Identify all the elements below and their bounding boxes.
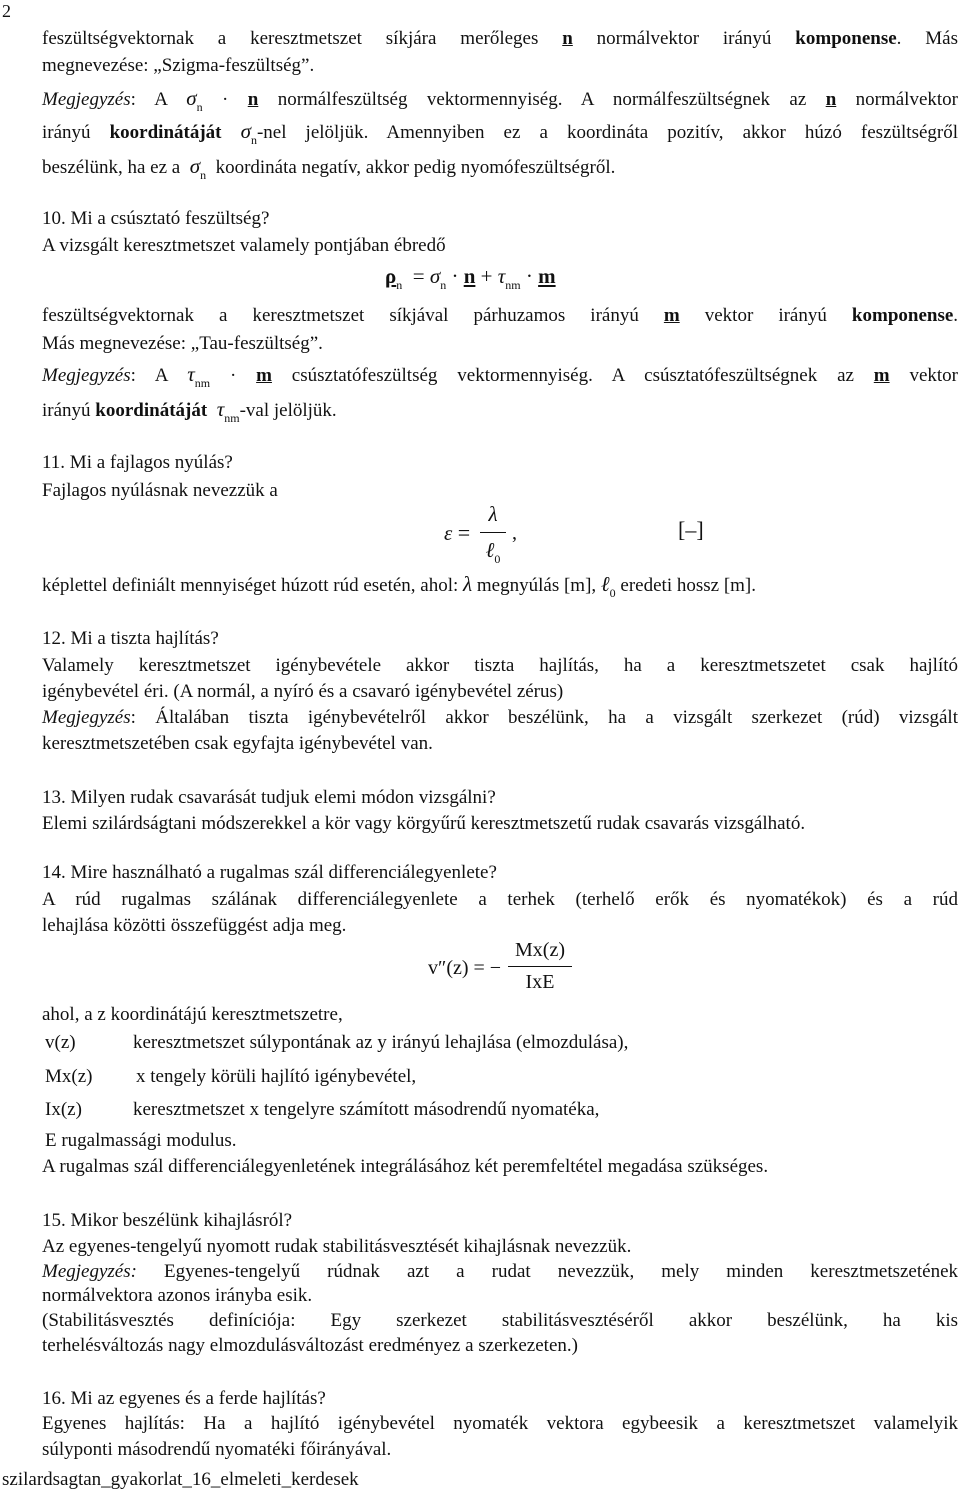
q13-line-1: Elemi szilárdságtani módszerekkel a kör vagy körgyűrű keresztmetszetű rudak csavarás vizsgálható. bbox=[42, 813, 806, 834]
q10-title: 10. Mi a csúsztató feszültség? bbox=[42, 208, 270, 229]
intro-line-5: beszélünk, ha ez a $\sigma_n$ koordináta negatív, akkor pedig nyomófeszültségről. bbox=[42, 154, 616, 182]
q14-line-4: A rugalmas szál differenciálegyenletének integrálásához két peremfeltétel megadása szükséges. bbox=[42, 1156, 769, 1177]
q14-def-4: E rugalmassági modulus. bbox=[45, 1130, 237, 1151]
q16-line-2: súlyponti másodrendű nyomatéki főirányával. bbox=[42, 1439, 392, 1460]
q11-unit-bracket: [–] bbox=[678, 517, 704, 542]
q15-line-3: normálvektora azonos irányba esik. bbox=[42, 1285, 313, 1306]
q14-line-1: A rúd rugalmas szálának differenciálegyenlete a terhek (terhelő erők és nyomatékok) és a rúd bbox=[42, 889, 958, 910]
q11-eq-den: ℓ$_0$ bbox=[485, 538, 501, 566]
q12-title: 12. Mi a tiszta hajlítás? bbox=[42, 628, 219, 649]
q11-title: 11. Mi a fajlagos nyúlás? bbox=[42, 452, 233, 473]
q12-line-1: Valamely keresztmetszet igénybevétele akkor tiszta hajlítás, ha a keresztmetszetet csak hajlító bbox=[42, 655, 958, 676]
q11-eq-comma: , bbox=[512, 522, 517, 544]
q16-line-1: Egyenes hajlítás: Ha a hajlító igénybevétel nyomaték vektora egybeesik a keresztmetszet valamelyik bbox=[42, 1413, 958, 1434]
q15-line-2: Megjegyzés: Egyenes-tengelyű rúdnak azt a rudat nevezzük, mely minden keresztmetszetének bbox=[42, 1261, 959, 1282]
q13-title: 13. Milyen rudak csavarását tudjuk elemi módon vizsgálni? bbox=[42, 787, 496, 808]
q15-line-4: (Stabilitásvesztés definíciója: Egy szerkezet stabilitásvesztéséről akkor beszélünk, ha kis bbox=[42, 1310, 958, 1331]
q16-title: 16. Mi az egyenes és a ferde hajlítás? bbox=[42, 1388, 326, 1409]
q11-line-1: Fajlagos nyúlásnak nevezzük a bbox=[42, 480, 278, 501]
q12-line-4: keresztmetszetében csak egyfajta igénybevétel van. bbox=[42, 733, 433, 754]
q10-line-2: feszültségvektornak a keresztmetszet síkjával párhuzamos irányú m vektor irányú komponense. bbox=[42, 305, 959, 326]
q11-line-2: képlettel definiált mennyiséget húzott rúd esetén, ahol: λ megnyúlás [m], ℓ$_0$ eredeti hossz [m]. bbox=[42, 572, 757, 600]
q14-def-3-symbol: Ix(z) bbox=[45, 1099, 82, 1120]
q14-def-1-symbol: v(z) bbox=[45, 1032, 76, 1053]
q12-line-2: igénybevétel éri. (A normál, a nyíró és a csavaró igénybevétel zérus) bbox=[42, 681, 564, 702]
intro-line-3: Megjegyzés: A $\sigma_n \cdot n$ normálfeszültség vektormennyiség. A normálfeszültségnek az n normálvektor bbox=[42, 86, 958, 114]
q14-line-2: lehajlása közötti összefüggést adja meg. bbox=[42, 915, 347, 936]
q11-eq-num: λ bbox=[488, 502, 498, 526]
page-number: 2 bbox=[2, 1, 11, 21]
q15-line-5: terhelésváltozás nagy elmozdulásváltozást eredményez a szerkezeten.) bbox=[42, 1335, 578, 1356]
q12-line-3: Megjegyzés: Általában tiszta igénybevételről akkor beszélünk, ha a vizsgált szerkezet (rúd) vizsgált bbox=[42, 707, 958, 728]
q10-line-3: Más megnevezése: „Tau-feszültség”. bbox=[42, 333, 323, 354]
q14-def-2-symbol: Mx(z) bbox=[45, 1066, 93, 1087]
footer-filename: szilardsagtan_gyakorlat_16_elmeleti_kerdesek bbox=[2, 1469, 359, 1490]
q15-line-1: Az egyenes-tengelyű nyomott rudak stabilitásvesztését kihajlásnak nevezzük. bbox=[42, 1236, 632, 1257]
q10-line-5: irányú koordinátáját $\tau_{nm}$-val jelöljük. bbox=[42, 397, 337, 425]
q10-line-1: A vizsgált keresztmetszet valamely pontjában ébredő bbox=[42, 235, 446, 256]
q14-eq-lhs: v″(z) = − bbox=[428, 957, 502, 979]
q14-line-3: ahol, a z koordinátájú keresztmetszetre, bbox=[42, 1004, 343, 1025]
intro-line-2: megnevezése: „Szigma-feszültség”. bbox=[42, 55, 315, 76]
q15-title: 15. Mikor beszélünk kihajlásról? bbox=[42, 1210, 293, 1231]
q11-eq-fraction-bar bbox=[480, 532, 506, 533]
q10-equation: $\rho_n = \sigma_n \cdot n + \tau_{nm} \cdot m$ bbox=[385, 264, 556, 292]
q14-eq-num: Mx(z) bbox=[515, 939, 565, 961]
q14-title: 14. Mire használható a rugalmas szál differenciálegyenlete? bbox=[42, 862, 497, 883]
q14-eq-fraction-bar bbox=[508, 966, 572, 967]
q14-def-3-text: keresztmetszet x tengelyre számított másodrendű nyomatéka, bbox=[133, 1099, 600, 1120]
intro-line-4: irányú koordinátáját $\sigma_n$-nel jelöljük. Amennyiben ez a koordináta pozitív, akkor húzó feszültségről bbox=[42, 119, 959, 147]
q10-line-4: Megjegyzés: A $\tau_{nm} \cdot m$ csúsztatófeszültség vektormennyiség. A csúsztatófeszültségnek az m vektor bbox=[42, 362, 958, 390]
intro-line-1: feszültségvektornak a keresztmetszet síkjára merőleges n normálvektor irányú komponense. Más bbox=[42, 28, 958, 49]
q11-eq-lhs: ε = bbox=[444, 520, 471, 545]
q14-eq-den: IxE bbox=[525, 971, 555, 993]
q14-def-2-text: x tengely körüli hajlító igénybevétel, bbox=[136, 1066, 417, 1087]
q14-def-1-text: keresztmetszet súlypontának az y irányú lehajlása (elmozdulása), bbox=[133, 1032, 629, 1053]
